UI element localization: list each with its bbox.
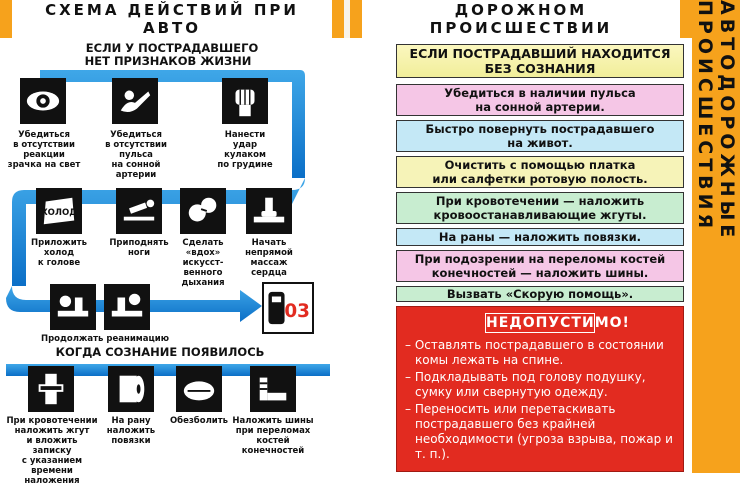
banner-left [0,0,344,38]
raise-legs-icon [116,188,162,234]
caption-tourniquet: При кровотечении наложить жгут и вложить записку с указанием времени наложения [6,416,98,486]
caption-painkiller: Обезболить [169,416,229,426]
caption-pulse: Убедиться в отсутствии пульса на сонной артерии [105,130,167,180]
warning-item-2: – Подкладывать под голову подушку, сумку или свернутую одежду. [397,369,683,401]
eye-icon [20,78,66,124]
heart-massage-icon [246,188,292,234]
heading-no-life-text: ЕСЛИ У ПОСТРАДАВШЕГО НЕТ ПРИЗНАКОВ ЖИЗНИ [82,41,258,68]
heading-conscious-text: КОГДА СОЗНАНИЕ ПОЯВИЛОСЬ [52,345,269,359]
heading-conscious [20,346,300,359]
banner-right [344,0,692,38]
bandage-icon [108,366,154,412]
warning-item-3: – Переносить или перетаскивать пострадавшего без крайней необходимости (угроза взрыва, пожар и т. п.). [397,401,683,463]
tourniquet-icon [28,366,74,412]
emergency-number: 03 [284,301,310,323]
warning-box [396,306,684,472]
side-title: АВТОДОРОЖНЫЕ ПРОИСШЕСТВИЯ [694,0,738,242]
caption-legs: Приподнять ноги [109,238,169,258]
flow-scheme [0,38,344,486]
resuscitation-icon [50,284,96,330]
caption-splint: Наложить шины при переломах костей конечностей [232,416,314,456]
banner-title-right: ДОРОЖНОМ ПРОИСШЕСТВИИ [362,0,680,40]
top-banner [0,0,692,38]
step-3: Очистить с помощью платка или салфетки ротовую полость. [396,156,684,188]
caption-pupil: Убедиться в отсутствии реакции зрачка на свет [7,130,81,170]
cold-pack-label: ХОЛОД [41,207,77,218]
pulse-check-icon [112,78,158,124]
cold-pack-icon [36,188,82,234]
splint-icon [250,366,296,412]
caption-fist: Нанести удар кулаком по грудине [217,130,273,170]
step-4: При кровотечении — наложить кровоостанавливающие жгуты. [396,192,684,224]
warning-title: НЕДОПУСТИМО! [486,315,630,331]
banner-title-left: СХЕМА ДЕЙСТВИЙ ПРИ АВТО [12,0,332,40]
resuscitation-icon-2 [104,284,150,330]
caption-cold: Приложить холод к голове [31,238,87,268]
heading-no-life [60,42,280,68]
phone-icon [262,282,314,334]
caption-breath: Сделать «вдох» искусст- венного дыхания [181,238,225,288]
painkiller-icon [176,366,222,412]
side-bar [692,0,740,473]
step-2: Быстро повернуть пострадавшего на живот. [396,120,684,152]
fist-icon [222,78,268,124]
step-5: На раны — наложить повязки. [396,228,684,246]
caption-resuscitation: Продолжать реанимацию [40,334,170,344]
step-7: Вызвать «Скорую помощь». [396,286,684,302]
step-6: При подозрении на переломы костей конечностей — наложить шины. [396,250,684,282]
steps-header: ЕСЛИ ПОСТРАДАВШИЙ НАХОДИТСЯ БЕЗ СОЗНАНИЯ [396,44,684,78]
rescue-breath-icon [180,188,226,234]
caption-bandage: На рану наложить повязки [106,416,156,446]
caption-massage: Начать непрямой массаж сердца [245,238,293,278]
unconscious-steps-panel [344,38,692,473]
step-1: Убедиться в наличии пульса на сонной артерии. [396,84,684,116]
warning-item-1: – Оставлять пострадавшего в состоянии комы лежать на спине. [397,337,683,369]
